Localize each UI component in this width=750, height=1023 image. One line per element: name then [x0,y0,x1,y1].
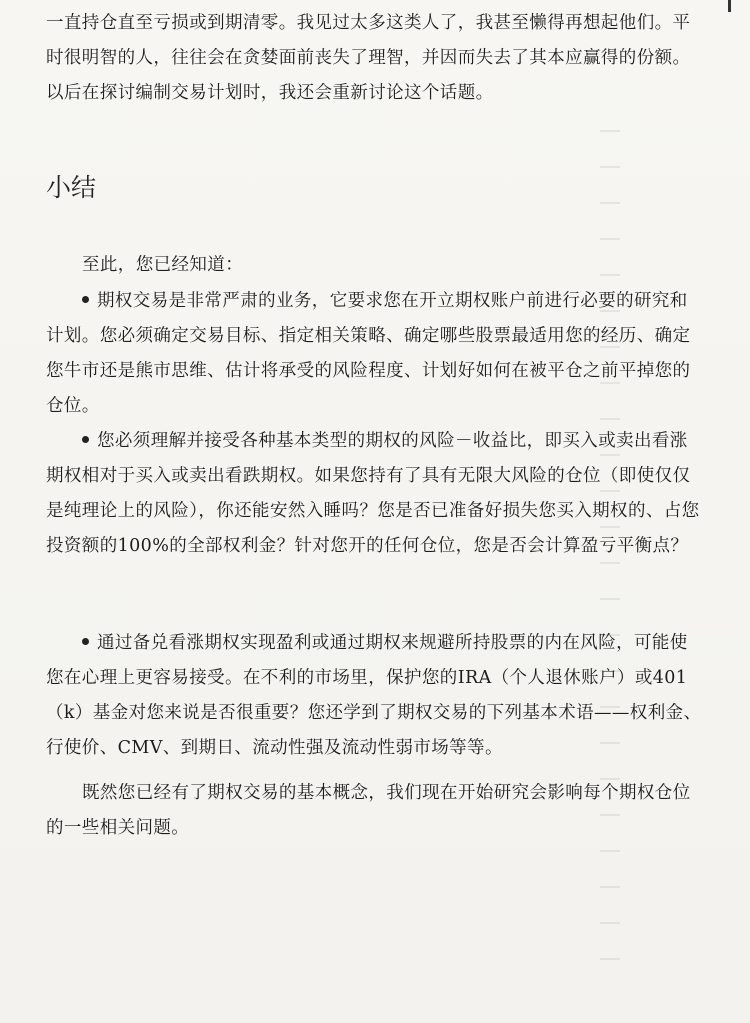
bullet-text-2: 您必须理解并接受各种基本类型的期权的风险－收益比，即买入或卖出看涨期权相对于买入或卖出看跌期权。如果您持有了具有无限大风险的仓位（即使仅仅是纯理论上的风险），你还能安然入睡吗？您是否已准备好损失您买入期权的、占您投资额的100%的全部权利金？针对您开的任何仓位，您是否会计算盈亏平衡点？ [46,431,700,556]
page-corner-mark [728,0,731,12]
bullet-item-3 [46,626,702,766]
bullet-text-3: 通过备兑看涨期权实现盈利或通过期权来规避所持股票的内在风险，可能使您在心理上更容易接受。在不利的市场里，保护您的IRA（个人退休账户）或401（k）基金对您来说是否很重要？您还学到了期权交易的下列基本术语——权利金、行使价、CMV、到期日、流动性强及流动性弱市场等等。 [46,633,702,758]
closing-paragraph: 既然您已经有了期权交易的基本概念，我们现在开始研究会影响每个期权仓位的一些相关问题。 [46,783,691,838]
bullet-icon [82,436,89,443]
bullet-icon [82,296,89,303]
bullet-text-1: 期权交易是非常严肃的业务，它要求您在开立期权账户前进行必要的研究和计划。您必须确定交易目标、指定相关策略、确定哪些股票最适用您的经历、确定您牛市还是熊市思维、估计将承受的风险程度、计划好如何在被平仓之前平掉您的仓位。 [46,291,691,416]
intro-paragraph: 一直持仓直至亏损或到期清零。我见过太多这类人了，我甚至懒得再想起他们。平时很明智的人，往往会在贪婪面前丧失了理智，并因而失去了其本应赢得的份额。以后在探讨编制交易计划时，我还会重新讨论这个话题。 [46,13,691,103]
bullet-icon [82,638,89,645]
summary-intro: 至此，您已经知道： [82,255,244,275]
section-title: 小结 [46,173,97,202]
bullet-item-2 [46,424,702,564]
bullet-item-1 [46,284,702,424]
